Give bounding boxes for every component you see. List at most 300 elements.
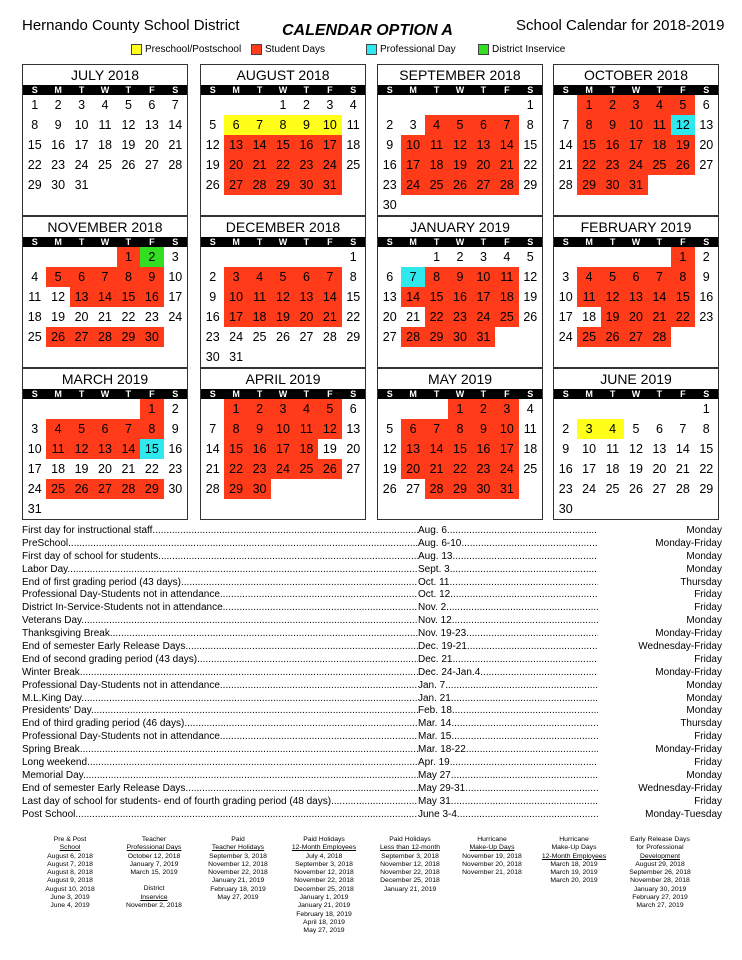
leader-dots bbox=[480, 667, 598, 678]
day-cell: 13 bbox=[93, 439, 116, 459]
leader-dots bbox=[184, 718, 418, 729]
day-cell: 14 bbox=[248, 135, 271, 155]
month-6 bbox=[377, 216, 543, 368]
event-weekday: Monday-Friday bbox=[655, 666, 722, 678]
event-label: Veterans Day bbox=[22, 615, 82, 627]
day-cell: 1 bbox=[349, 250, 357, 264]
footer-date: September 3, 2018 bbox=[209, 852, 267, 860]
footer-date: March 18, 2019 bbox=[550, 860, 598, 868]
day-cell: 19 bbox=[382, 462, 397, 476]
day-cell: 2 bbox=[562, 422, 570, 436]
weekday-label: T bbox=[480, 237, 487, 247]
day-cell: 15 bbox=[140, 439, 163, 459]
footer-date: November 28, 2018 bbox=[630, 877, 690, 885]
day-cell: 6 bbox=[386, 270, 394, 284]
day-cell: 8 bbox=[271, 115, 294, 135]
weekday-label: S bbox=[562, 85, 569, 95]
day-cell: 24 bbox=[318, 155, 341, 175]
days-grid bbox=[23, 247, 187, 347]
day-cell: 29 bbox=[448, 479, 471, 499]
day-cell: 21 bbox=[248, 155, 271, 175]
day-cell: 3 bbox=[224, 267, 247, 287]
day-cell: 5 bbox=[386, 422, 394, 436]
day-cell: 5 bbox=[632, 422, 640, 436]
day-cell: 10 bbox=[27, 442, 42, 456]
leader-dots bbox=[220, 680, 418, 691]
legend-swatch-student bbox=[251, 44, 262, 55]
weekday-header bbox=[23, 389, 187, 399]
day-cell: 14 bbox=[205, 442, 220, 456]
day-cell: 2 bbox=[702, 250, 710, 264]
day-cell: 20 bbox=[74, 310, 89, 324]
event-label: End of first grading period (43 days) bbox=[22, 576, 181, 588]
day-cell: 16 bbox=[448, 287, 471, 307]
day-cell: 1 bbox=[702, 402, 710, 416]
day-cell: 7 bbox=[679, 422, 687, 436]
footer-date: January 7, 2019 bbox=[129, 860, 179, 868]
event-date: Nov. 2 bbox=[418, 602, 447, 614]
day-cell: 13 bbox=[224, 135, 247, 155]
day-cell: 23 bbox=[168, 462, 183, 476]
day-cell: 9 bbox=[54, 118, 62, 132]
empty-day bbox=[554, 399, 577, 419]
day-cell: 1 bbox=[140, 399, 163, 419]
day-cell: 9 bbox=[248, 419, 271, 439]
weekday-label: F bbox=[149, 85, 155, 95]
day-cell: 8 bbox=[671, 267, 694, 287]
day-cell: 7 bbox=[248, 115, 271, 135]
weekday-label: F bbox=[504, 389, 510, 399]
day-cell: 8 bbox=[577, 115, 600, 135]
leader-dots bbox=[446, 602, 598, 613]
day-cell: 3 bbox=[562, 270, 570, 284]
day-cell: 20 bbox=[699, 138, 714, 152]
days-grid bbox=[23, 399, 187, 519]
weekday-label: M bbox=[232, 237, 240, 247]
days-grid bbox=[554, 399, 718, 519]
day-cell: 13 bbox=[144, 118, 159, 132]
event-weekday: Friday bbox=[694, 653, 722, 665]
event-row bbox=[22, 538, 722, 551]
month-7 bbox=[553, 216, 719, 368]
weekday-label: W bbox=[631, 389, 641, 399]
day-cell: 15 bbox=[117, 287, 140, 307]
day-cell: 12 bbox=[448, 135, 471, 155]
weekday-label: F bbox=[149, 389, 155, 399]
day-cell: 27 bbox=[624, 327, 647, 347]
day-cell: 3 bbox=[624, 95, 647, 115]
day-cell: 6 bbox=[349, 402, 357, 416]
day-cell: 6 bbox=[295, 267, 318, 287]
month-0 bbox=[22, 64, 188, 216]
weekday-label: T bbox=[303, 389, 310, 399]
day-cell: 9 bbox=[601, 115, 624, 135]
event-row bbox=[22, 796, 722, 809]
legend-label: Professional Day bbox=[380, 44, 456, 55]
day-cell: 12 bbox=[51, 290, 66, 304]
event-label: Professional Day-Students not in attendance bbox=[22, 679, 220, 691]
event-row bbox=[22, 757, 722, 770]
day-cell: 17 bbox=[495, 439, 518, 459]
day-cell: 26 bbox=[448, 175, 471, 195]
day-cell: 6 bbox=[624, 267, 647, 287]
leader-dots bbox=[450, 757, 598, 768]
day-cell: 17 bbox=[401, 155, 424, 175]
leader-dots bbox=[87, 757, 418, 768]
day-cell: 13 bbox=[472, 135, 495, 155]
day-cell: 8 bbox=[140, 419, 163, 439]
leader-dots bbox=[75, 809, 418, 820]
day-cell: 21 bbox=[558, 158, 573, 172]
event-row bbox=[22, 551, 722, 564]
day-cell: 31 bbox=[74, 178, 89, 192]
day-cell: 18 bbox=[605, 462, 620, 476]
leader-dots bbox=[452, 551, 598, 562]
weekday-label: W bbox=[455, 237, 465, 247]
weekday-label: T bbox=[78, 85, 85, 95]
footer-subtitle: 12-Month Employees bbox=[291, 844, 357, 852]
weekday-label: T bbox=[78, 389, 85, 399]
day-cell: 8 bbox=[349, 270, 357, 284]
day-cell: 10 bbox=[74, 118, 89, 132]
day-cell: 12 bbox=[70, 439, 93, 459]
day-cell: 14 bbox=[117, 439, 140, 459]
day-cell: 5 bbox=[526, 250, 534, 264]
day-cell: 15 bbox=[271, 135, 294, 155]
day-cell: 2 bbox=[386, 118, 394, 132]
leader-dots bbox=[67, 564, 418, 575]
day-cell: 1 bbox=[577, 95, 600, 115]
event-date: Feb. 18 bbox=[418, 705, 452, 717]
footer-title: Teacher bbox=[141, 836, 167, 843]
empty-day bbox=[577, 399, 600, 419]
day-cell: 25 bbox=[577, 327, 600, 347]
footer-date: November 2, 2018 bbox=[126, 902, 182, 910]
weekday-label: S bbox=[527, 389, 534, 399]
month-name: JUNE 2019 bbox=[600, 371, 672, 387]
day-cell: 11 bbox=[648, 115, 671, 135]
day-cell: 31 bbox=[27, 502, 42, 516]
day-cell: 11 bbox=[346, 118, 360, 132]
day-cell: 11 bbox=[606, 442, 620, 456]
weekday-label: W bbox=[631, 237, 641, 247]
day-cell: 14 bbox=[495, 135, 518, 155]
empty-day bbox=[248, 95, 271, 115]
footer-date: August 8, 2018 bbox=[47, 869, 93, 877]
day-cell: 26 bbox=[523, 310, 538, 324]
footer-column bbox=[106, 836, 202, 910]
day-cell: 26 bbox=[46, 327, 69, 347]
day-cell: 5 bbox=[448, 115, 471, 135]
footer-title: Paid Holidays bbox=[389, 836, 431, 843]
day-cell: 11 bbox=[495, 267, 518, 287]
day-cell: 2 bbox=[171, 402, 179, 416]
event-row bbox=[22, 680, 722, 693]
footer-date: May 27, 2019 bbox=[303, 927, 345, 935]
month-name: JANUARY 2019 bbox=[410, 219, 510, 235]
day-cell: 4 bbox=[425, 115, 448, 135]
leader-dots bbox=[450, 564, 598, 575]
day-cell: 24 bbox=[229, 330, 244, 344]
event-date: Nov. 19-23 bbox=[418, 628, 467, 640]
day-cell: 16 bbox=[205, 310, 220, 324]
weekday-header bbox=[201, 237, 365, 247]
weekday-header bbox=[378, 237, 542, 247]
event-weekday: Friday bbox=[694, 589, 722, 601]
event-date: Dec. 21 bbox=[418, 653, 453, 665]
leader-dots bbox=[81, 693, 418, 704]
day-cell: 20 bbox=[224, 155, 247, 175]
day-cell: 29 bbox=[425, 327, 448, 347]
event-weekday: Monday-Friday bbox=[655, 537, 722, 549]
leader-dots bbox=[220, 731, 418, 742]
event-date: Oct. 12 bbox=[418, 589, 451, 601]
day-cell: 12 bbox=[523, 270, 538, 284]
empty-day bbox=[448, 95, 471, 115]
weekday-label: T bbox=[303, 85, 310, 95]
day-cell: 12 bbox=[205, 138, 220, 152]
legend-swatch-inservice bbox=[478, 44, 489, 55]
weekday-label: S bbox=[350, 237, 357, 247]
event-label: Post School bbox=[22, 808, 76, 820]
footer-date: February 18, 2019 bbox=[296, 910, 352, 918]
month-1 bbox=[200, 64, 366, 216]
event-date: Jan. 7 bbox=[418, 679, 446, 691]
day-cell: 28 bbox=[558, 178, 573, 192]
footer-date: September 3, 2018 bbox=[295, 860, 353, 868]
day-cell: 18 bbox=[346, 138, 361, 152]
leader-dots bbox=[185, 783, 418, 794]
day-cell: 25 bbox=[495, 307, 518, 327]
month-name: FEBRUARY 2019 bbox=[580, 219, 692, 235]
day-cell: 19 bbox=[121, 138, 136, 152]
day-cell: 30 bbox=[558, 502, 573, 516]
month-name: OCTOBER 2018 bbox=[583, 67, 688, 83]
footer-date: February 27, 2019 bbox=[632, 894, 688, 902]
legend-item-professional-day bbox=[366, 44, 456, 55]
day-cell: 4 bbox=[248, 267, 271, 287]
event-row bbox=[22, 731, 722, 744]
weekday-label: T bbox=[125, 237, 132, 247]
footer-date: July 4, 2018 bbox=[305, 852, 343, 860]
day-cell: 4 bbox=[601, 419, 624, 439]
events-list bbox=[22, 525, 722, 821]
day-cell: 1 bbox=[31, 98, 39, 112]
day-cell: 20 bbox=[295, 307, 318, 327]
event-weekday: Friday bbox=[694, 757, 722, 769]
day-cell: 10 bbox=[168, 270, 183, 284]
event-date: Nov. 12 bbox=[418, 615, 452, 627]
day-cell: 23 bbox=[601, 155, 624, 175]
footer-date: August 7, 2018 bbox=[47, 860, 93, 868]
day-cell: 10 bbox=[495, 419, 518, 439]
weekday-header bbox=[554, 85, 718, 95]
event-row bbox=[22, 577, 722, 590]
weekday-label: T bbox=[656, 389, 663, 399]
day-cell: 22 bbox=[699, 462, 714, 476]
day-cell: 25 bbox=[27, 330, 42, 344]
day-cell: 20 bbox=[624, 307, 647, 327]
event-label: PreSchool bbox=[22, 537, 69, 549]
weekday-label: F bbox=[680, 237, 686, 247]
day-cell: 30 bbox=[448, 327, 471, 347]
day-cell: 16 bbox=[699, 290, 714, 304]
weekday-header bbox=[378, 85, 542, 95]
day-cell: 17 bbox=[27, 462, 42, 476]
day-cell: 4 bbox=[31, 270, 39, 284]
day-cell: 4 bbox=[526, 402, 534, 416]
empty-day bbox=[401, 399, 424, 419]
empty-day bbox=[93, 247, 116, 267]
event-row bbox=[22, 744, 722, 757]
month-4 bbox=[22, 216, 188, 368]
day-cell: 21 bbox=[205, 462, 220, 476]
day-cell: 4 bbox=[101, 98, 109, 112]
leader-dots bbox=[452, 615, 598, 626]
day-cell: 14 bbox=[675, 442, 690, 456]
event-row bbox=[22, 602, 722, 615]
event-label: Thanksgiving Break bbox=[22, 628, 110, 640]
day-cell: 24 bbox=[495, 459, 518, 479]
day-cell: 31 bbox=[318, 175, 341, 195]
day-cell: 2 bbox=[456, 250, 464, 264]
weekday-label: W bbox=[278, 389, 288, 399]
empty-day bbox=[70, 247, 93, 267]
leader-dots bbox=[223, 602, 418, 613]
month-name: AUGUST 2018 bbox=[236, 67, 330, 83]
legend-swatch-preschool bbox=[131, 44, 142, 55]
day-cell: 5 bbox=[271, 267, 294, 287]
weekday-label: T bbox=[78, 237, 85, 247]
footer-date: March 19, 2019 bbox=[550, 869, 598, 877]
leader-dots bbox=[331, 796, 418, 807]
day-cell: 19 bbox=[671, 135, 694, 155]
event-row bbox=[22, 564, 722, 577]
day-cell: 27 bbox=[144, 158, 159, 172]
weekday-label: F bbox=[504, 237, 510, 247]
weekday-label: M bbox=[232, 389, 240, 399]
day-cell: 2 bbox=[601, 95, 624, 115]
day-cell: 5 bbox=[70, 419, 93, 439]
day-cell: 24 bbox=[74, 158, 89, 172]
weekday-label: T bbox=[609, 237, 616, 247]
event-label: Long weekend bbox=[22, 757, 88, 769]
empty-day bbox=[23, 399, 46, 419]
day-cell: 9 bbox=[472, 419, 495, 439]
weekday-label: S bbox=[31, 85, 38, 95]
event-date: Aug. 6-10 bbox=[418, 537, 462, 549]
day-cell: 10 bbox=[472, 267, 495, 287]
day-cell: 27 bbox=[472, 175, 495, 195]
day-cell: 7 bbox=[401, 267, 424, 287]
weekday-label: W bbox=[100, 85, 110, 95]
leader-dots bbox=[461, 538, 598, 549]
day-cell: 17 bbox=[472, 287, 495, 307]
day-cell: 11 bbox=[46, 439, 69, 459]
day-cell: 3 bbox=[78, 98, 86, 112]
day-cell: 16 bbox=[295, 135, 318, 155]
day-cell: 20 bbox=[652, 462, 667, 476]
days-grid bbox=[378, 399, 542, 499]
day-cell: 22 bbox=[577, 155, 600, 175]
day-cell: 8 bbox=[448, 419, 471, 439]
footer-date: August 29, 2018 bbox=[635, 860, 685, 868]
event-row bbox=[22, 783, 722, 796]
weekday-label: F bbox=[327, 237, 333, 247]
weekday-label: T bbox=[256, 389, 263, 399]
day-cell: 5 bbox=[601, 267, 624, 287]
weekday-label: T bbox=[125, 85, 132, 95]
leader-dots bbox=[451, 770, 598, 781]
day-cell: 18 bbox=[98, 138, 112, 152]
day-cell: 17 bbox=[271, 439, 294, 459]
day-cell: 29 bbox=[699, 482, 714, 496]
day-cell: 16 bbox=[382, 158, 397, 172]
month-11 bbox=[553, 368, 719, 520]
leader-dots bbox=[83, 770, 418, 781]
empty-day bbox=[401, 95, 424, 115]
footer-title: Paid Holidays bbox=[303, 836, 345, 843]
day-cell: 2 bbox=[472, 399, 495, 419]
month-5 bbox=[200, 216, 366, 368]
day-cell: 8 bbox=[526, 118, 534, 132]
weekday-label: M bbox=[54, 237, 62, 247]
day-cell: 14 bbox=[558, 138, 573, 152]
weekday-header bbox=[23, 85, 187, 95]
day-cell: 21 bbox=[406, 310, 421, 324]
legend-label: District Inservice bbox=[492, 44, 566, 55]
event-date: Dec. 19-21 bbox=[418, 641, 467, 653]
weekday-label: T bbox=[480, 85, 487, 95]
day-cell: 22 bbox=[27, 158, 42, 172]
footer-date: August 6, 2018 bbox=[47, 852, 93, 860]
day-cell: 29 bbox=[224, 479, 247, 499]
day-cell: 15 bbox=[27, 138, 42, 152]
month-name: APRIL 2019 bbox=[245, 371, 321, 387]
event-row bbox=[22, 809, 722, 822]
weekday-label: W bbox=[278, 85, 288, 95]
event-label: Presidents' Day bbox=[22, 705, 91, 717]
event-date: May 27 bbox=[418, 769, 451, 781]
footer-date: May 27, 2019 bbox=[217, 894, 259, 902]
event-date: May 29-31 bbox=[418, 782, 466, 794]
day-cell: 16 bbox=[601, 135, 624, 155]
day-cell: 27 bbox=[346, 462, 361, 476]
day-cell: 21 bbox=[675, 462, 690, 476]
day-cell: 9 bbox=[448, 267, 471, 287]
day-cell: 6 bbox=[401, 419, 424, 439]
day-cell: 21 bbox=[425, 459, 448, 479]
event-date: Mar. 15 bbox=[418, 731, 452, 743]
day-cell: 18 bbox=[425, 155, 448, 175]
day-cell: 16 bbox=[140, 287, 163, 307]
event-label: End of second grading period (43 days) bbox=[22, 653, 198, 665]
leader-dots bbox=[80, 667, 418, 678]
day-cell: 4 bbox=[349, 98, 357, 112]
empty-day bbox=[201, 399, 224, 419]
event-date: Aug. 6 bbox=[418, 525, 447, 536]
weekday-label: S bbox=[703, 389, 710, 399]
weekday-label: M bbox=[585, 237, 593, 247]
weekday-label: M bbox=[232, 85, 240, 95]
day-cell: 20 bbox=[144, 138, 159, 152]
leader-dots bbox=[445, 680, 598, 691]
weekday-label: S bbox=[31, 237, 38, 247]
day-cell: 28 bbox=[168, 158, 183, 172]
leader-dots bbox=[220, 589, 418, 600]
day-cell: 31 bbox=[229, 350, 244, 364]
leader-dots bbox=[451, 718, 598, 729]
